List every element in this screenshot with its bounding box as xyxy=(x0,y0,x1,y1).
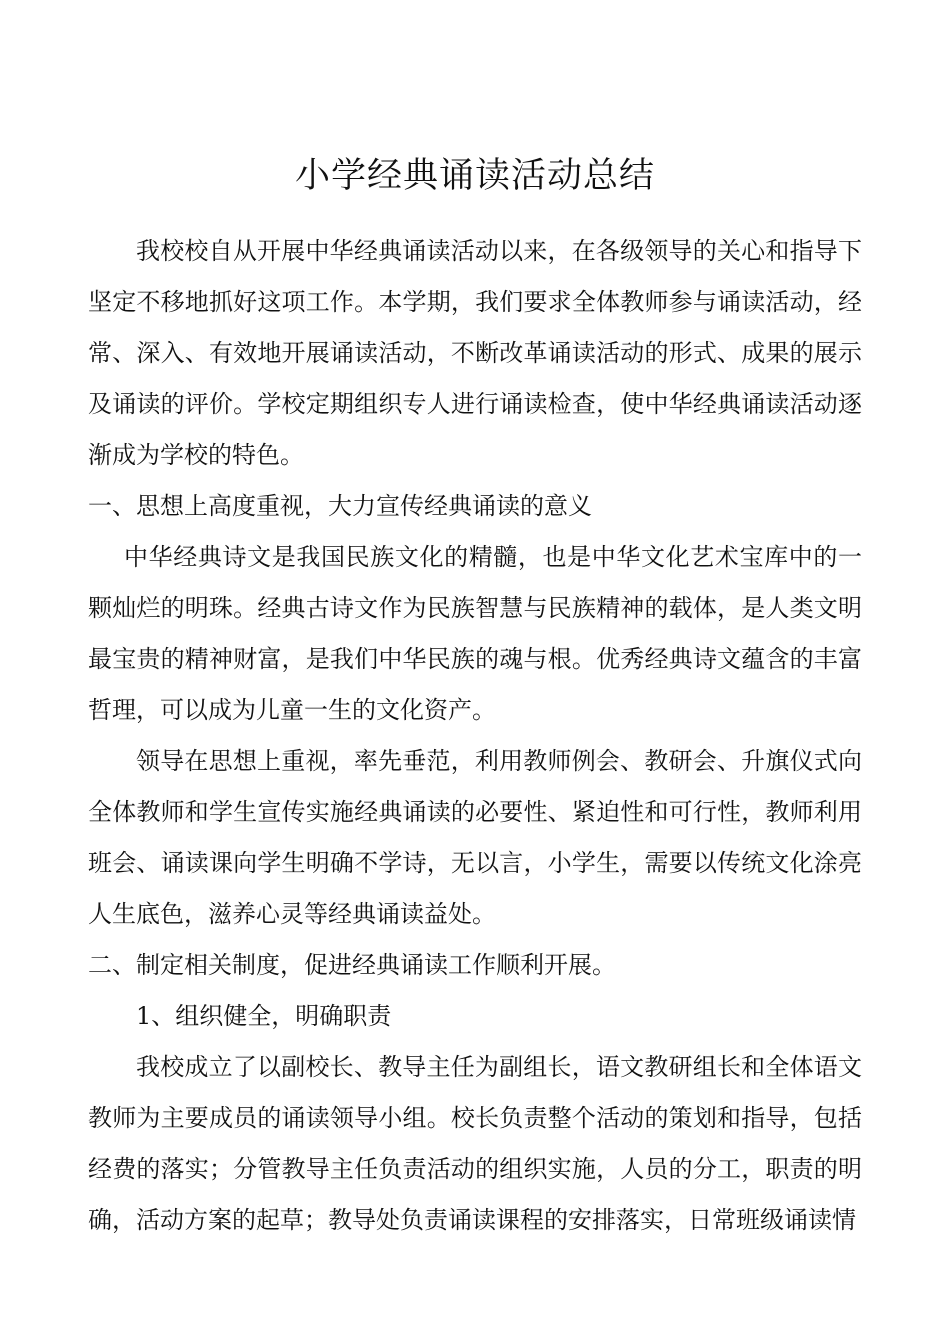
paragraph-organization: 我校成立了以副校长、教导主任为副组长，语文教研组长和全体语文教师为主要成员的诵读领导小组。校长负责整个活动的策划和指导，包括经费的落实；分管教导主任负责活动的组织实施，人员的分工，职责的明确，活动方案的起草；教导处负责诵读课程的安排落实，日常班级诵读情 xyxy=(88,1053,862,1234)
section-heading-2: 二、制定相关制度，促进经典诵读工作顺利开展。 xyxy=(88,951,616,979)
section-heading-1: 一、思想上高度重视，大力宣传经典诵读的意义 xyxy=(88,492,592,520)
paragraph-intro: 我校校自从开展中华经典诵读活动以来，在各级领导的关心和指导下坚定不移地抓好这项工作。本学期，我们要求全体教师参与诵读活动，经常、深入、有效地开展诵读活动，不断改革诵读活动的形式、成果的展示及诵读的评价。学校定期组织专人进行诵读检查，使中华经典诵读活动逐渐成为学校的特色。 xyxy=(88,237,862,469)
document-title: 小学经典诵读活动总结 xyxy=(294,156,655,197)
document-body xyxy=(88,226,862,1246)
paragraph-leadership: 领导在思想上重视，率先垂范，利用教师例会、教研会、升旗仪式向全体教师和学生宣传实施经典诵读的必要性、紧迫性和可行性，教师利用班会、诵读课向学生明确不学诗，无以言，小学生，需要以传统文化涂亮人生底色，滋养心灵等经典诵读益处。 xyxy=(88,747,862,928)
paragraph-classics-meaning: 中华经典诗文是我国民族文化的精髓，也是中华文化艺术宝库中的一颗灿烂的明珠。经典古诗文作为民族智慧与民族精神的载体，是人类文明最宝贵的精神财富，是我们中华民族的魂与根。优秀经典诗文蕴含的丰富哲理，可以成为儿童一生的文化资产。 xyxy=(88,543,862,724)
subsection-heading-1: 1、组织健全，明确职责 xyxy=(136,1002,392,1030)
